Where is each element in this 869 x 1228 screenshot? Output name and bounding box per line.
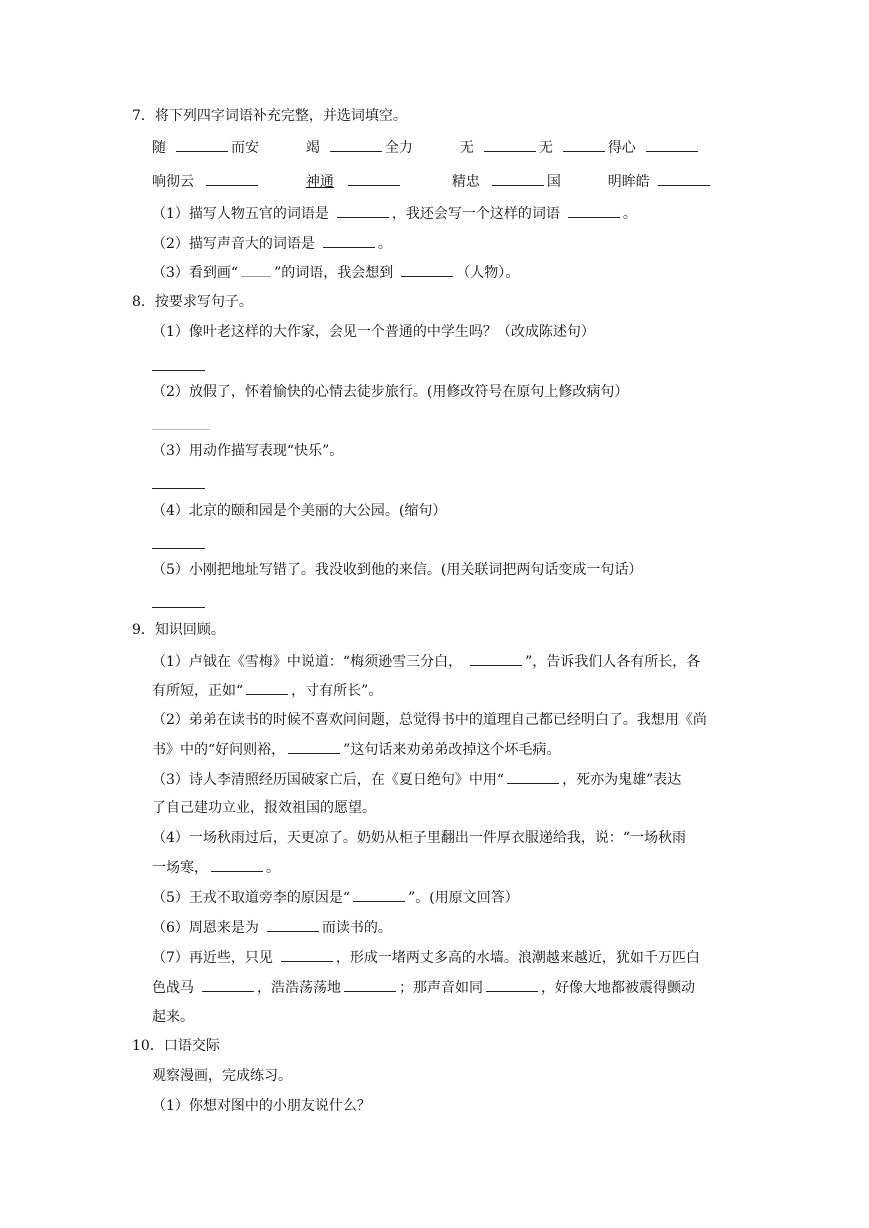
answer-line[interactable] [152,370,205,371]
q7-sub3 [152,262,519,283]
q9-text: ”，告诉我们人各有所长，各 [525,654,701,670]
q7-row2 [152,171,713,192]
q9-line10 [152,917,392,938]
q9-text: 书》中的“好问则裕， [152,742,286,758]
q10-line2: （1）你想对图中的小朋友说什么？ [152,1098,371,1114]
q9-text: （6）周恩来是为 [152,920,259,936]
blank-field[interactable] [344,977,396,992]
word-a: 响彻云 [152,174,194,190]
sub2-text-a: （2）描写声音大的词语是 [152,236,315,252]
q9-line12 [152,977,695,998]
blank-field[interactable] [492,171,544,186]
sub1-text-c: 。 [622,206,637,222]
q9-line3: （2）弟弟在读书的时候不喜欢问问题，总觉得书中的道理自己都已经明白了。我想用《尚 [152,712,707,728]
word-b-post: 全力 [384,140,413,156]
q9-title: 9．知识回顾。 [132,622,225,638]
sub2-text-b: 。 [377,236,392,252]
q9-text: （7）再近些，只见 [152,950,273,966]
sub3-text-b: ”的词语，我会想到 [274,265,394,281]
q10-title: 10．口语交际 [132,1038,220,1054]
blank-field[interactable] [337,203,389,218]
q9-line1 [152,651,700,672]
blank-field[interactable] [211,857,263,872]
blank-field[interactable] [470,651,522,666]
q9-text: ”这句话来劝弟弟改掉这个坏毛病。 [343,742,561,758]
q8-title: 8．按要求写句子。 [132,294,253,310]
blank-field[interactable] [267,917,319,932]
q9-line8 [152,857,280,878]
q9-line2 [152,680,382,701]
q9-text: 一场寒， [152,860,208,876]
blank-field[interactable] [202,977,254,992]
blank-field[interactable] [330,137,382,152]
q9-line6: 了自己建功立业，报效祖国的愿望。 [152,800,376,816]
q7-sub2 [152,233,392,254]
blank-field[interactable] [281,947,333,962]
q8-s5: （5）小刚把地址写错了。我没收到他的来信。(用关联词把两句话变成一句话） [152,562,643,578]
q9-line5 [152,769,681,790]
q9-text: 有所短，正如“ [152,683,244,699]
blank-field[interactable] [176,137,228,152]
blank-field[interactable] [401,262,453,277]
q8-s2: （2）放假了，怀着愉快的心情去徒步旅行。(用修改符号在原句上修改病句） [152,384,629,400]
q9-text: ；那声音如同 [399,980,483,996]
blank-field[interactable] [353,887,405,902]
word-c-post: 得心 [607,140,636,156]
blank-field[interactable] [658,171,710,186]
word-c-post: 国 [546,174,561,190]
blank-field[interactable] [486,977,538,992]
q8-s3: （3）用动作描写表现“快乐”。 [152,443,344,459]
q9-text: ，好像大地都被震得颤动 [541,980,695,996]
sub3-text-a: （3）看到画“ [152,265,239,281]
q9-text: ，死亦为鬼雄”表达 [562,772,682,788]
blank-field[interactable] [646,137,698,152]
q8-s4: （4）北京的颐和园是个美丽的大公园。(缩句） [152,503,447,519]
blank-field[interactable] [507,769,559,784]
word-a-post: 而安 [231,140,259,156]
word-b: 神通 [305,174,334,190]
q9-line9 [152,887,519,908]
word-d: 明眸皓 [607,174,650,190]
q9-text: （5）王戎不取道旁李的原因是“ [152,890,351,906]
blank-field[interactable] [323,233,375,248]
word-b-pre: 竭 [305,140,320,156]
blank-field[interactable] [241,262,271,277]
q9-text: （3）诗人李清照经历国破家亡后，在《夏日绝句》中用“ [152,772,505,788]
blank-field[interactable] [568,203,620,218]
q9-line4 [152,739,560,760]
q9-text: ，寸有所长”。 [291,683,383,699]
q7-title: 7．将下列四字词语补充完整，并选词填空。 [132,108,407,124]
sub3-text-c: （人物）。 [456,265,520,281]
q9-line11 [152,947,700,968]
word-c-pre: 精忠 [451,174,480,190]
q9-line7: （4）一场秋雨过后，天更凉了。奶奶从柜子里翻出一件厚衣服递给我，说：“一场秋雨 [152,830,687,846]
q7-sub1 [152,203,637,224]
answer-line[interactable] [152,429,210,430]
q9-text: ，形成一堵两丈多高的水墙。浪潮越来越近，犹如千万匹白 [335,950,700,966]
sub1-text-a: （1）描写人物五官的词语是 [152,206,329,222]
blank-field[interactable] [348,171,400,186]
sub1-text-b: ，我还会写一个这样的词语 [391,206,560,222]
q9-text: 色战马 [152,980,194,996]
answer-line[interactable] [152,548,205,549]
q9-text: （1）卢钺在《雪梅》中说道：“梅须逊雪三分白， [152,654,463,670]
blank-field[interactable] [246,680,288,695]
q9-text: 。 [266,860,280,876]
word-c-pre: 无 [459,140,474,156]
blank-field[interactable] [484,137,536,152]
word-c-mid: 无 [538,140,553,156]
q8-s1: （1）像叶老这样的大作家，会见一个普通的中学生吗？（改成陈述句） [152,324,595,340]
word-a-pre: 随 [152,140,166,156]
q9-line13: 起来。 [152,1009,194,1025]
q9-text: ”。(用原文回答） [408,890,519,906]
answer-line[interactable] [152,607,205,608]
q10-line1: 观察漫画，完成练习。 [152,1068,292,1084]
q7-row1 [152,137,701,158]
blank-field[interactable] [288,739,340,754]
q9-text: ，浩浩荡荡地 [257,980,341,996]
q9-text: 而读书的。 [321,920,392,936]
blank-field[interactable] [206,171,258,186]
answer-line[interactable] [152,488,205,489]
blank-field[interactable] [563,137,605,152]
